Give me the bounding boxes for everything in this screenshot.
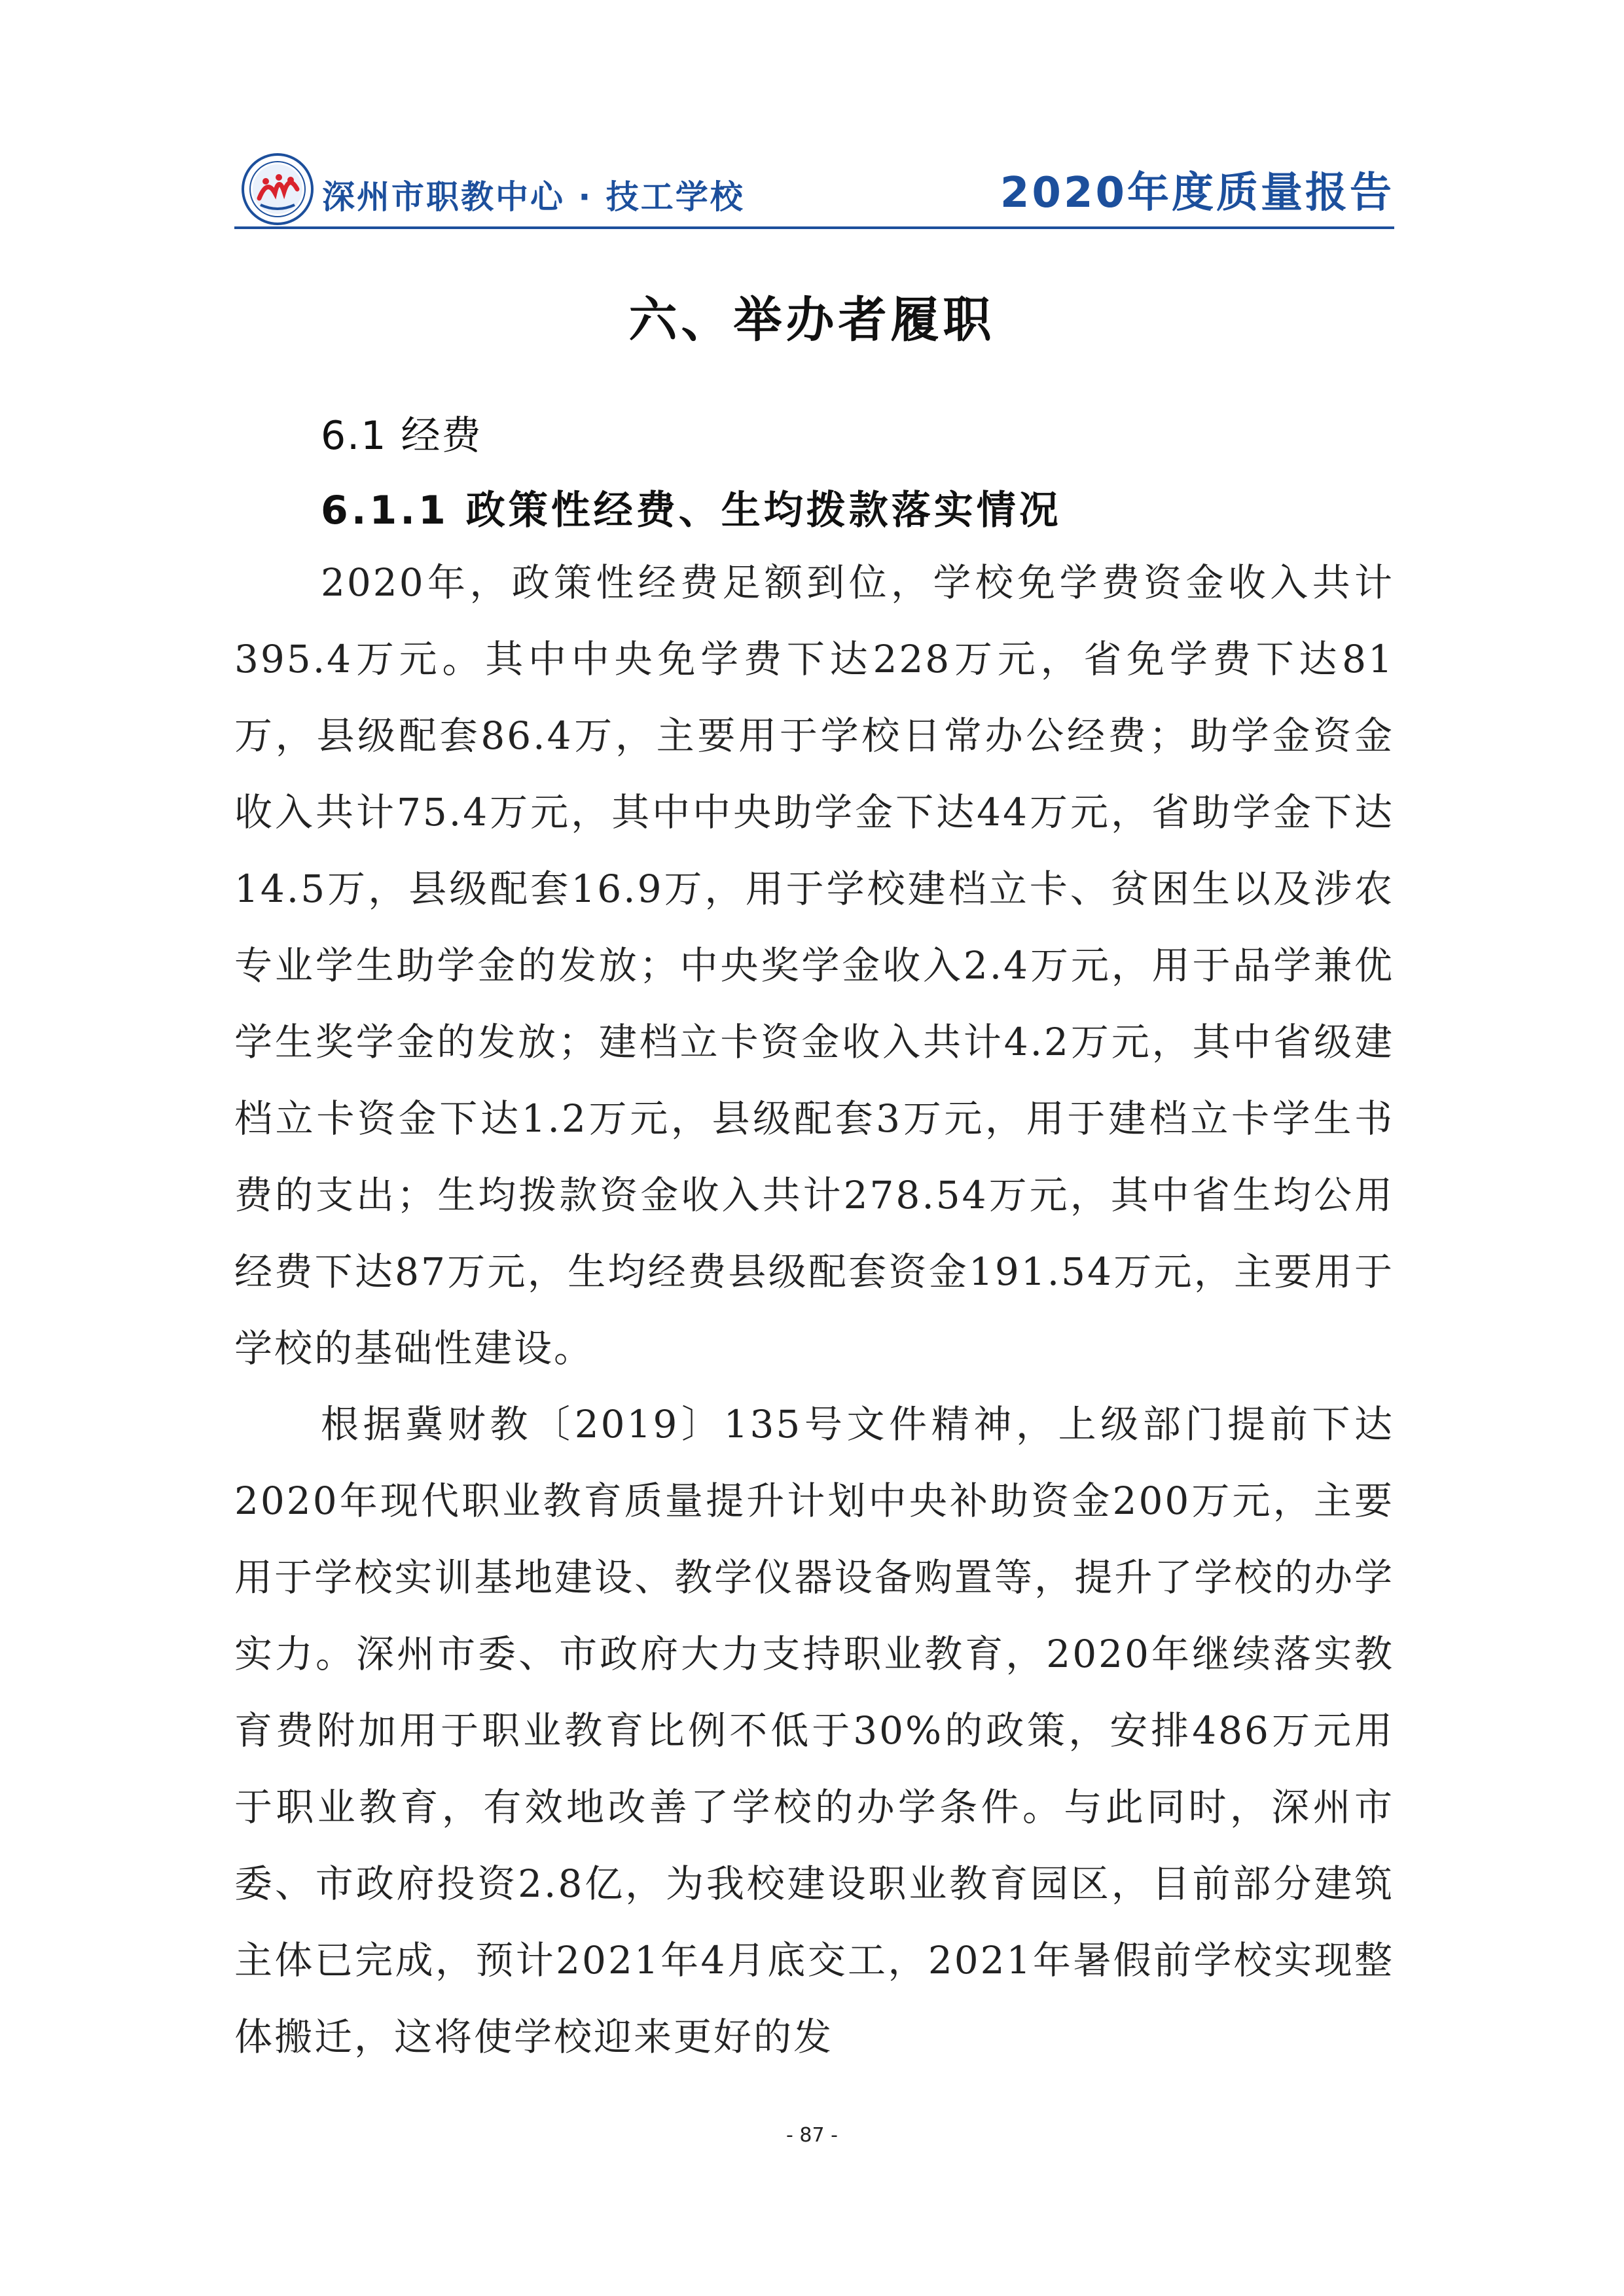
section-title: 6.1 经费: [321, 413, 482, 459]
subsection-title: 6.1.1 政策性经费、生均拨款落实情况: [321, 488, 1062, 533]
header-divider: [234, 226, 1394, 229]
chapter-title: 六、举办者履职: [628, 292, 996, 348]
report-title: 2020年度质量报告: [1000, 169, 1394, 217]
page-header: [234, 147, 1394, 229]
school-name: 深州市职教中心 · 技工学校: [322, 178, 745, 216]
body-paragraph: 根据冀财教〔2019〕135号文件精神，上级部门提前下达2020年现代职业教育质量提升计划中央补助资金200万元，主要用于学校实训基地建设、教学仪器设备购置等，提升了学校的办学实力。深州市委、市政府大力支持职业教育，2020年继续落实教育费附加用于职业教育比例不低于30%的政策，安排486万元用于职业教育，有效地改善了学校的办学条件。与此同时，深州市委、市政府投资2.8亿，为我校建设职业教育园区，目前部分建筑主体已完成，预计2021年4月底交工，2021年暑假前学校实现整体搬迁，这将使学校迎来更好的发: [234, 1402, 1394, 2059]
page-number: - 87 -: [786, 2124, 838, 2147]
body-paragraph: 2020年，政策性经费足额到位，学校免学费资金收入共计395.4万元。其中中央免学费下达228万元，省免学费下达81万，县级配套86.4万，主要用于学校日常办公经费；助学金资金收入共计75.4万元，其中中央助学金下达44万元，省助学金下达14.5万，县级配套16.9万，用于学校建档立卡、贫困生以及涉农专业学生助学金的发放；中央奖学金收入2.4万元，用于品学兼优学生奖学金的发放；建档立卡资金收入共计4.2万元，其中省级建档立卡资金下达1.2万元，县级配套3万元，用于建档立卡学生书费的支出；生均拨款资金收入共计278.54万元，其中省生均公用经费下达87万元，生均经费县级配套资金191.54万元，主要用于学校的基础性建设。: [234, 560, 1394, 1371]
school-logo-icon: [241, 152, 314, 226]
